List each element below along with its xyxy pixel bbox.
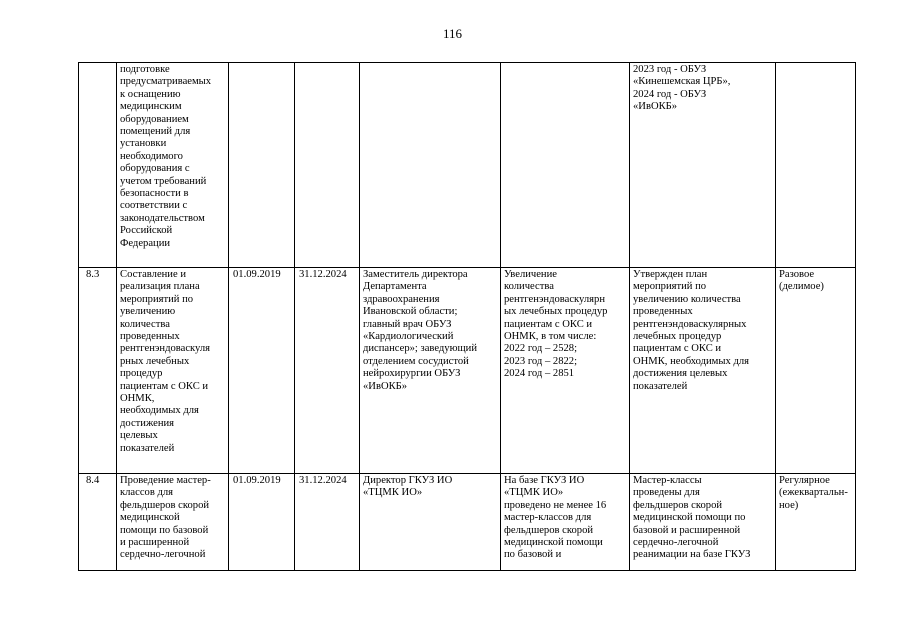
cell-responsible-line: диспансер»; заведующий (363, 343, 478, 355)
cell-indicator-line: пациентам с ОКС и (504, 318, 593, 330)
cell-event-line: необходимого (120, 150, 183, 162)
cell-type-line: Регулярное (779, 475, 830, 486)
table-row (79, 268, 856, 474)
table-row (79, 474, 856, 571)
cell-event-line: классов для (120, 487, 174, 499)
cell-result-line: ОНМК, необходимых для (633, 355, 749, 367)
cell-type (776, 268, 856, 474)
cell-event-line: проведенных (120, 331, 180, 343)
cell-event-line: увеличению (120, 306, 176, 318)
cell-event-line: Составление и (120, 269, 186, 280)
cell-result-line: проведены для (633, 487, 700, 499)
cell-event-line: предусматриваемых (120, 76, 212, 88)
cell-event-line: установки (120, 138, 167, 150)
cell-event-line: помещений для (120, 126, 191, 138)
cell-start-date: 01.09.2019 (229, 474, 295, 571)
cell-start-date (229, 63, 295, 268)
cell-event-line: достижения (120, 417, 175, 429)
cell-indicator-line: Увеличение (504, 269, 557, 280)
cell-indicator-line: 2022 год – 2528; (504, 343, 578, 355)
page-number: 116 (442, 26, 463, 41)
cell-indicator-line: 2024 год – 2851 (504, 368, 575, 380)
cell-type-line: ное) (779, 499, 799, 511)
cell-type-line: (делимое) (779, 281, 824, 293)
cell-responsible (360, 63, 501, 268)
cell-result-line: мероприятий по (633, 281, 707, 293)
cell-responsible-line: Директор ГКУЗ ИО (363, 475, 453, 486)
cell-type-line: Разовое (779, 269, 815, 280)
cell-event-line: процедур (120, 368, 163, 380)
cell-responsible-line: «Кардиологический (363, 331, 454, 343)
cell-event-line: количества (120, 318, 170, 330)
cell-event-line: медицинской (120, 512, 180, 524)
cell-result-line: реанимации на базе ГКУЗ (633, 549, 751, 561)
cell-indicator-line: проведено не менее 16 (504, 499, 607, 511)
cell-indicator-line: по базовой и (504, 549, 562, 561)
cell-indicator-line: ОНМК, в том числе: (504, 331, 597, 343)
cell-end-date: 31.12.2024 (295, 474, 360, 571)
cell-result-line: увеличению количества (633, 293, 741, 305)
cell-responsible-line: «ТЦМК ИО» (363, 487, 423, 499)
cell-result-line: пациентам с ОКС и (633, 343, 722, 355)
cell-number: 8.4 (79, 474, 117, 571)
cell-responsible (360, 268, 501, 474)
cell-result-line: базовой и расширенной (633, 524, 741, 536)
cell-responsible (360, 474, 501, 571)
cell-event-line: сердечно-легочной (120, 549, 206, 561)
cell-result-line: сердечно-легочной (633, 537, 719, 549)
cell-event-line: медицинским (120, 101, 182, 113)
cell-event (117, 474, 229, 571)
cell-event-line: рных лечебных (120, 355, 190, 367)
cell-indicator-line: 2023 год – 2822; (504, 355, 578, 367)
cell-end-date (295, 63, 360, 268)
cell-result-line: Утвержден план (633, 269, 708, 280)
action-plan-table (78, 62, 856, 571)
cell-responsible-line: отделением сосудистой (363, 355, 469, 367)
cell-event-line: учетом требований (120, 175, 207, 187)
cell-result-line: показателей (633, 380, 688, 392)
cell-indicator-line: На базе ГКУЗ ИО (504, 475, 585, 486)
cell-responsible-line: Департамента (363, 281, 427, 293)
cell-result-line: 2024 год - ОБУЗ (633, 88, 707, 100)
cell-event-line: законодательством (120, 212, 205, 224)
cell-event-line: соответствии с (120, 200, 188, 212)
cell-result-line: проведенных (633, 306, 693, 318)
cell-result-line: Мастер-классы (633, 475, 702, 486)
cell-number: 8.3 (79, 268, 117, 474)
cell-result (630, 63, 776, 268)
cell-indicator-line: количества (504, 281, 554, 293)
cell-indicator-line: ых лечебных процедур (504, 306, 608, 318)
cell-event-line: Федерации (120, 237, 171, 249)
cell-indicator-line: фельдшеров скорой (504, 524, 594, 536)
cell-event-line: необходимых для (120, 405, 199, 417)
cell-result-line: достижения целевых (633, 368, 728, 380)
cell-responsible-line: нейрохирургии ОБУЗ (363, 368, 461, 380)
cell-result-line: «Кинешемская ЦРБ», (633, 76, 731, 88)
cell-event-line: ОНМК, (120, 393, 155, 405)
cell-result-line: фельдшеров скорой (633, 499, 723, 511)
cell-indicator (501, 268, 630, 474)
cell-indicator-line: рентгенэндоваскулярн (504, 293, 605, 305)
cell-event-line: пациентам с ОКС и (120, 380, 209, 392)
cell-number (79, 63, 117, 268)
cell-event-line: помощи по базовой (120, 524, 209, 536)
cell-event-line: показателей (120, 442, 175, 454)
cell-event-line: фельдшеров скорой (120, 499, 210, 511)
cell-result-line: рентгенэндоваскулярных (633, 318, 747, 330)
cell-result-line: лечебных процедур (633, 331, 722, 343)
cell-event-line: Проведение мастер- (120, 475, 211, 486)
cell-result-line: 2023 год - ОБУЗ (633, 64, 707, 75)
cell-event-line: оборудованием (120, 113, 189, 125)
table-row (79, 63, 856, 268)
cell-event-line: Российской (120, 225, 173, 237)
cell-type (776, 63, 856, 268)
cell-event-line: рентгенэндоваскуля (120, 343, 211, 355)
cell-result-line: «ИвОКБ» (633, 101, 678, 113)
cell-result-line: медицинской помощи по (633, 512, 746, 524)
cell-event-line: безопасности в (120, 188, 189, 200)
cell-event-line: целевых (120, 430, 158, 442)
cell-indicator-line: мастер-классов для (504, 512, 592, 524)
cell-responsible-line: главный врач ОБУЗ (363, 318, 452, 330)
cell-responsible-line: Заместитель директора (363, 269, 468, 280)
cell-event-line: оборудования с (120, 163, 190, 175)
cell-event-line: к оснащению (120, 88, 181, 100)
cell-indicator (501, 474, 630, 571)
cell-responsible-line: «ИвОКБ» (363, 380, 408, 392)
cell-event (117, 63, 229, 268)
cell-responsible-line: Ивановской области; (363, 306, 458, 318)
cell-event-line: реализация плана (120, 281, 200, 293)
cell-event-line: подготовке (120, 64, 170, 75)
cell-indicator-line: «ТЦМК ИО» (504, 487, 564, 499)
cell-result (630, 268, 776, 474)
cell-start-date: 01.09.2019 (229, 268, 295, 474)
cell-end-date: 31.12.2024 (295, 268, 360, 474)
cell-indicator (501, 63, 630, 268)
cell-result (630, 474, 776, 571)
cell-indicator-line: медицинской помощи (504, 537, 603, 549)
cell-event (117, 268, 229, 474)
cell-type (776, 474, 856, 571)
cell-responsible-line: здравоохранения (363, 293, 440, 305)
cell-event-line: мероприятий по (120, 293, 194, 305)
cell-event-line: и расширенной (120, 537, 190, 549)
cell-type-line: (ежеквартальн- (779, 487, 848, 499)
